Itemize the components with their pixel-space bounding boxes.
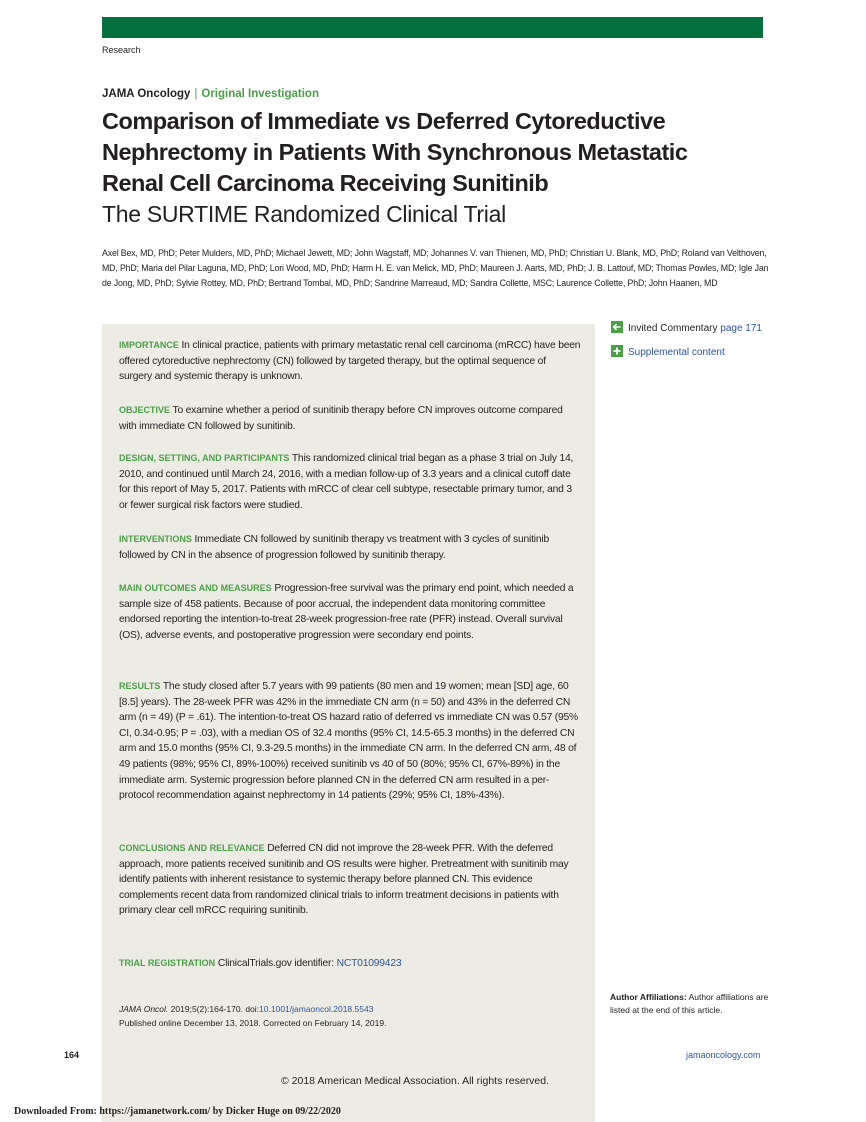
interventions-heading: INTERVENTIONS [119,534,192,544]
website-link[interactable]: jamaoncology.com [686,1050,761,1060]
article-title: Comparison of Immediate vs Deferred Cytoreductive Nephrectomy in Patients With Synchronous Metastatic Renal Cell Carcinoma Receiving Sunitinib [102,108,688,196]
interventions-text: Immediate CN followed by sunitinib therapy vs treatment with 3 cycles of sunitinib followed by CN in the absence of progression followed by sunitinib therapy. [119,534,549,561]
section-label: Research [102,45,141,55]
citation-doi-link[interactable]: 10.1001/jamaoncol.2018.5543 [259,1004,374,1014]
design-text: This randomized clinical trial began as a phase 3 trial on July 14, 2010, and continued until March 24, 2016, with a median follow-up of 3.3 years and a clinical cutoff date for this report of May 5, 2017. Patients with mRCC of clear cell subtype, resectable primary tumor, and 3 or fewer surgical risk factors were studied. [119,453,574,511]
outcomes-heading: MAIN OUTCOMES AND MEASURES [119,583,272,593]
abstract-importance [119,338,581,385]
plus-icon [611,345,623,357]
journal-line [102,88,319,100]
copyright-notice: © 2018 American Medical Association. All rights reserved. [281,1075,550,1087]
abstract-results [119,679,581,804]
journal-separator: | [194,88,198,100]
affiliations-heading: Author Affiliations: [610,992,687,1002]
affiliations-text: Author affiliations are listed at the end of this article. [610,992,769,1015]
invited-commentary-page[interactable]: page 171 [720,323,762,334]
results-text: The study closed after 5.7 years with 99 patients (80 men and 19 women; mean [SD] age, 60 [8.5] years). The 28-week PFR was 42% in the immediate CN arm (n = 50) and 43% in the deferred CN arm (n = 49) (P = .61). The intention-to-treat OS hazard ratio of deferred vs immediate CN was 0.57 (95% CI, 0.34-0.95; P = .03), with a median OS of 32.4 months (95% CI, 14.5-65.3 months) in the deferred CN arm and 15.0 months (95% CI, 9.3-29.5 months) in the immediate CN arm. In the deferred CN arm, 48 of 49 patients (98%; 95% CI, 89%-100%) received sunitinib vs 40 of 50 (80%; 95% CI, 67%-89%) in the immediate arm. Systemic progression before planned CN in the deferred CN arm resulted in a per-protocol recommendation against nephrectomy in 14 patients (29%; 95% CI, 18%-43%). [119,681,578,802]
author-affiliations [610,991,770,1016]
header-bar [102,17,763,38]
abstract-objective [119,403,581,434]
citation-line [119,1003,589,1017]
citation-ref: 2019;5(2):164-170. doi: [170,1004,260,1014]
registration-link[interactable]: NCT01099423 [336,958,402,969]
abstract-design [119,451,581,513]
supplemental-content-link[interactable] [611,345,725,358]
importance-text: In clinical practice, patients with primary metastatic renal cell carcinoma (mRCC) have been offered cytoreductive nephrectomy (CN) followed by targeted therapy, but the optimal sequence of surgery and systemic therapy is unknown. [119,340,581,383]
arrow-left-icon [611,321,623,333]
download-note: Downloaded From: https://jamanetwork.com/ by Dicker Huge on 09/22/2020 [14,1106,341,1117]
abstract-outcomes [119,581,581,643]
abstract-conclusions [119,841,581,919]
abstract-registration [119,956,581,972]
invited-commentary-link[interactable] [611,321,762,334]
supplemental-content-label[interactable]: Supplemental content [628,347,725,358]
journal-name: JAMA Oncology [102,88,191,100]
registration-label: ClinicalTrials.gov identifier: [217,958,334,969]
conclusions-heading: CONCLUSIONS AND RELEVANCE [119,843,265,853]
article-subtitle: The SURTIME Randomized Clinical Trial [102,201,506,227]
citation-journal: JAMA Oncol. [119,1004,169,1014]
page-number: 164 [64,1050,80,1060]
invited-commentary-label: Invited Commentary [628,323,718,334]
article-type: Original Investigation [201,88,319,100]
citation [119,1003,589,1030]
importance-heading: IMPORTANCE [119,340,179,350]
outcomes-text: Progression-free survival was the primary end point, which needed a sample size of 458 patients. Because of poor accrual, the independent data monitoring committee endorsed reporting the intention-to-treat 28-week progression-free rate (PFR) instead. Overall survival (OS), adverse events, and postoperative progression were secondary end points. [119,583,574,641]
conclusions-text: Deferred CN did not improve the 28-week PFR. With the deferred approach, more patients received sunitinib and OS results were higher. Pretreatment with sunitinib may identify patients with inherent resistance to systemic therapy before planned CN. This evidence complements recent data from randomized clinical trials to inform treatment decisions in patients with primary clear cell mRCC requiring sunitinib. [119,843,569,917]
results-heading: RESULTS [119,681,161,691]
objective-heading: OBJECTIVE [119,405,171,415]
publication-note: Published online December 13, 2018. Corrected on February 14, 2019. [119,1017,387,1028]
objective-text: To examine whether a period of sunitinib therapy before CN improves outcome compared with immediate CN followed by sunitinib. [119,405,563,432]
registration-heading: TRIAL REGISTRATION [119,958,216,968]
design-heading: DESIGN, SETTING, AND PARTICIPANTS [119,453,290,463]
author-list: Axel Bex, MD, PhD; Peter Mulders, MD, PhD; Michael Jewett, MD; John Wagstaff, MD; Johannes V. van Thienen, MD, PhD; Christian U. Blank, MD, PhD; Roland van Velthoven, MD, PhD; Maria del Pilar Laguna, MD, PhD; Lori Wood, MD, PhD; Harm H. E. van Melick, MD, PhD; Maureen J. Aarts, MD, PhD; J. B. Lattouf, MD; Thomas Powles, MD; Igle Jan de Jong, MD, PhD; Sylvie Rottey, MD, PhD; Bertrand Tombal, MD, PhD; Sandrine Marreaud, MD; Sandra Collette, MSC; Laurence Collette, PhD; John Haanen, MD [102,248,769,289]
abstract-interventions [119,532,581,563]
